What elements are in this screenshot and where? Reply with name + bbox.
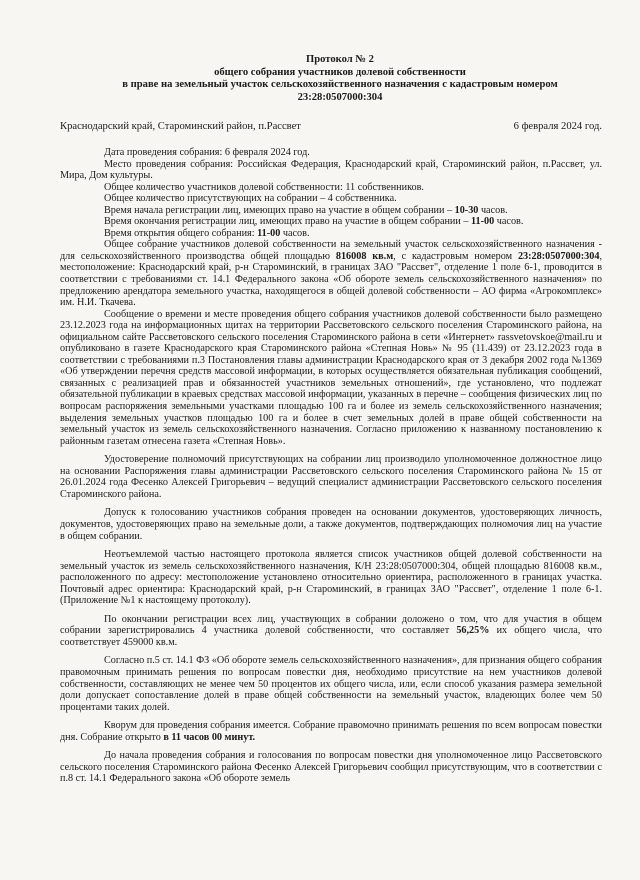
document-title (90, 54, 590, 104)
title-land-plot: в праве на земельный участок сельскохозяйственного назначения с кадастровым номером (122, 79, 558, 90)
title-cadastre-number: 23:28:0507000:304 (297, 91, 383, 103)
present-participants: Общее количество присутствующих на собрании – 4 собственника. (104, 193, 397, 205)
title-protocol-number: Протокол № 2 (306, 54, 374, 65)
document-place: Краснодарский край, Староминский район, п.Рассвет (60, 121, 301, 132)
registration-start: Время начала регистрации лиц, имеющих право на участие в общем собрании – 10-30 часов. (104, 204, 508, 216)
meeting-location: Место проведения собрания: Российская Федерация, Краснодарский край, Староминский район, п.Рассвет, ул. Мира, Дом культуры. (60, 158, 602, 182)
meeting-open-time: Время открытия общего собрания: 11-00 часов. (104, 227, 310, 239)
paragraph-agenda-intro: До начала проведения собрания и голосования по вопросам повестки дня уполномоченное лицо Рассветовского сельского поселения Староминского района Фесенко Алексей Григорьевич сообщил присутствующим, что в соответствии с п.8 ст. 14.1 Федерального закона «Об обороте земель (60, 750, 602, 785)
registration-end: Время окончания регистрации лиц, имеющих право на участие в общем собрании – 11-00 часов. (104, 216, 524, 228)
paragraph-participant-list: Неотъемлемой частью настоящего протокола является список участников общей долевой собственности на земельный участок из земель сельскохозяйственного назначения, К/Н 23:28:0507000:304, общей площадью 816008 кв.м., расположенного по адресу: местоположение установлено относительно ориентира, расположенного в границах участка. Почтовый адрес ориентира: Краснодарский край, р-н Староминский, в границах ЗАО "Рассвет", отделение 1 поле 6-1. (Приложение №1 к настоящему протоколу). (60, 549, 602, 607)
paragraph-quorum-law: Согласно п.5 ст. 14.1 ФЗ «Об обороте земель сельскохозяйственного назначения», для признания общего собрания правомочным принимать решения по вопросам повестки дня, необходимо присутствие на нем участников долевой собственности, составляющих не менее чем 50 процентов их общего числа, или, если способ указания размера земельной доли допускает сопоставление долей в праве общей собственности на земельный участок, владеющих более чем 50 процентами таких долей. (60, 655, 602, 713)
paragraph-credentials: Удостоверение полномочий присутствующих на собрании лиц производило уполномоченное должностное лицо на основании Распоряжения главы администрации Рассветовского сельского поселения Староминского района № 15 от 26.01.2024 года Фесенко Алексей Григорьевич – ведущий специалист администрации Рассветовского сельского поселения Староминского района. (60, 454, 602, 500)
document-body (60, 147, 602, 785)
meeting-date: Дата проведения собрания: 6 февраля 2024 год. (104, 147, 310, 158)
paragraph-quorum: Кворум для проведения собрания имеется. Собрание правомочно принимать решения по всем вопросам повестки дня. Собрание открыто в 11 часов 00 минут. (60, 720, 602, 743)
paragraph-land-plot: Общее собрание участников долевой собственности на земельный участок сельскохозяйственного назначения - для сельскохозяйственного производства общей площадью 816008 кв.м, с кадастровым номером 23:28:0507000:304, местоположение: Краснодарский край, р-н Староминский, в границах ЗАО "Рассвет", отделение 1 поле 6-1, проводится в соответствии с требованиями ст. 14.1 Федерального закона «Об обороте земель сельскохозяйственного назначения» по предложению арендатора земельного участка, находящегося в общей долевой собственности – АО фирма «Агрокомплекс» им. Н.И. Ткачева. (60, 239, 602, 309)
paragraph-registration-result: По окончании регистрации всех лиц, участвующих в собрании доложено о том, что для участия в общем собрании зарегистрировались 4 участника долевой собственности, что составляет 56,25% их общего числа, что соответствует 459000 кв.м. (60, 613, 602, 648)
paragraph-admission: Допуск к голосованию участников собрания проведен на основании документов, удостоверяющих личность, документов, удостоверяющих право на земельные доли, а также документов, подтверждающих полномочия лиц на участие в общем собрании. (60, 507, 602, 542)
document-date: 6 февраля 2024 год. (513, 121, 602, 132)
paragraph-notice: Сообщение о времени и месте проведения общего собрания участников долевой собственности было размещено 23.12.2023 года на информационных щитах на территории Рассветовского сельского поселения Староминского района, на официальном сайте Рассветовского сельского поселения Староминского района в сети «Интернет» rassvetovskoe@mail.ru и опубликовано в газете Краснодарского края Староминского района «Степная Новь» № 95 (11.439) от 23.12.2023 года в соответствии с требованиями п.3 Постановления главы администрации Краснодарского края от 3 декабря 2002 года №1369 «Об утверждении перечня средств массовой информации, в которых осуществляется обязательная публикация сообщений, связанных с реализацией прав и обязанностей участников земельных отношений», где установлено, что подлежат обязательной публикации в краевых средствах массовой информации, указанных в перечне – сообщения физических лиц по вопросам распоряжения земельными участками площадью 100 га и более из земель сельскохозяйственного назначения; выделения земельных участков площадью 100 га и более в счет земельных долей в праве общей собственности на земельный участок из земель сельскохозяйственного назначения. Согласно приложению к названному постановлению к районным газетам отнесена газета «Степная Новь». (60, 308, 602, 447)
total-participants: Общее количество участников долевой собственности: 11 собственников. (104, 181, 424, 193)
title-meeting: общего собрания участников долевой собственности (214, 66, 466, 78)
